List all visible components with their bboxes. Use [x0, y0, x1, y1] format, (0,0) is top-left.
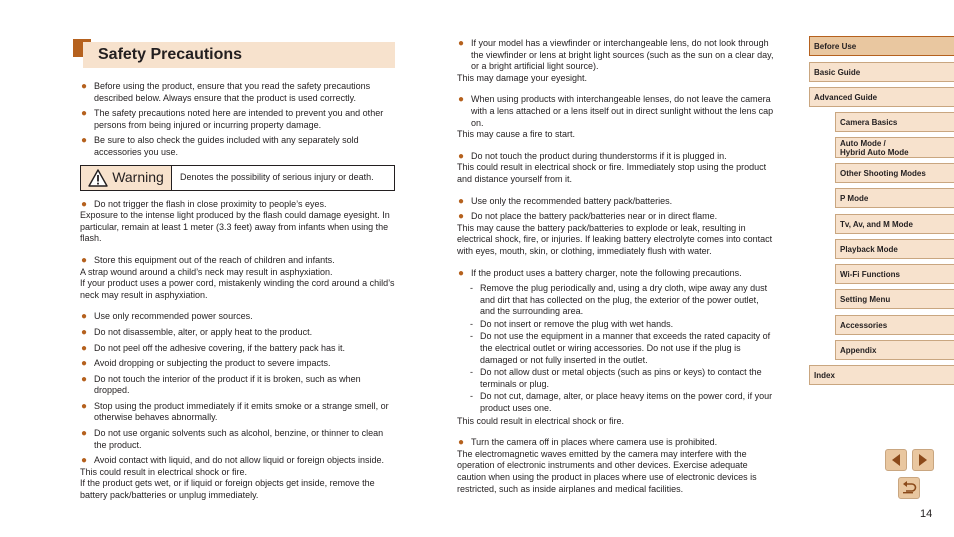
list-item: ● Do not place the battery pack/batteries near or in direct flame.	[458, 211, 718, 223]
page-number: 14	[920, 508, 933, 520]
bullet-icon: ●	[81, 400, 88, 412]
bullet-icon: ●	[81, 358, 88, 370]
return-arrow-icon	[901, 481, 917, 495]
bullet-icon: ●	[458, 38, 465, 49]
body-text: This could result in electrical shock or fire.	[457, 415, 625, 426]
body-text: This may damage your eyesight.	[457, 72, 588, 83]
list-item: ● If your model has a viewfinder or interchangeable lens, do not look through the viewfinder or lens at bright light sources (such as the sun on a clear day, or a bright artificial light source).	[458, 38, 774, 72]
arrow-left-icon	[890, 453, 902, 467]
nav-tab-before-use[interactable]: Before Use	[809, 36, 954, 56]
bullet-icon: ●	[458, 211, 465, 223]
sub-list-item: - Do not cut, damage, alter, or place heavy items on the power cord, if your product uses one.	[470, 391, 773, 414]
sub-list-item: - Do not use the equipment in a manner that exceeds the rated capacity of the electrical outlet or wiring accessories. Do not use if the plug is damaged or not fully inserted in the outlet.	[470, 331, 771, 365]
list-item: ● Turn the camera off in places where camera use is prohibited.	[458, 437, 718, 449]
bullet-icon: ●	[458, 195, 465, 207]
nav-tab-other-shooting-modes[interactable]: Other Shooting Modes	[835, 163, 954, 183]
body-text: If your product uses a power cord, mistakenly winding the cord around a child’s neck may result in asphyxiation.	[80, 278, 395, 300]
list-item: ● Do not trigger the flash in close proximity to people’s eyes.	[81, 198, 327, 210]
bullet-icon: ●	[81, 373, 88, 385]
bullet-icon: ●	[458, 94, 465, 106]
body-text: The electromagnetic waves emitted by the camera may interfere with the operation of electronic instruments and other devices. Exercise adequate caution when using the product in places where use of electronic devices is restricted, such as inside airplanes and medical facilities.	[457, 448, 757, 494]
right-column	[457, 38, 775, 495]
bullet-icon: ●	[458, 437, 465, 449]
nav-tab-auto-mode[interactable]: Auto Mode / Hybrid Auto Mode	[835, 137, 954, 158]
list-item: ● Do not peel off the adhesive covering, if the battery pack has it.	[81, 342, 345, 354]
bullet-icon: ●	[81, 135, 88, 147]
next-page-button[interactable]	[912, 449, 934, 471]
bullet-icon: ●	[81, 311, 88, 323]
bullet-icon: ●	[81, 81, 88, 92]
nav-tab-appendix[interactable]: Appendix	[835, 340, 954, 360]
nav-tab-playback-mode[interactable]: Playback Mode	[835, 239, 954, 259]
sub-list-item: - Remove the plug periodically and, using a dry cloth, wipe away any dust and dirt that has collected on the plug, the exterior of the power outlet, and the surrounding area.	[470, 283, 768, 317]
return-button[interactable]	[898, 477, 920, 499]
bullet-icon: ●	[458, 267, 465, 279]
list-item: ● Store this equipment out of the reach of children and infants.	[81, 254, 335, 266]
bullet-icon: ●	[81, 342, 88, 354]
list-item: ● If the product uses a battery charger, note the following precautions.	[458, 267, 742, 279]
body-text: A strap wound around a child’s neck may result in asphyxiation.	[80, 266, 333, 277]
nav-tab-tv-av-m-mode[interactable]: Tv, Av, and M Mode	[835, 214, 954, 234]
nav-tab-camera-basics[interactable]: Camera Basics	[835, 112, 954, 132]
list-item: ● Be sure to also check the guides included with any separately sold accessories you use.	[81, 135, 359, 157]
nav-tab-basic-guide[interactable]: Basic Guide	[809, 62, 954, 82]
nav-tab-advanced-guide[interactable]: Advanced Guide	[809, 87, 954, 107]
bullet-icon: ●	[81, 108, 88, 120]
body-text: If the product gets wet, or if liquid or foreign objects get inside, remove the battery pack/batteries or unplug immediately.	[80, 478, 375, 501]
body-text: This may cause a fire to start.	[457, 129, 576, 140]
nav-tab-setting-menu[interactable]: Setting Menu	[835, 289, 954, 309]
list-item: ● Do not touch the product during thunderstorms if it is plugged in.	[458, 150, 727, 162]
nav-tab-wifi-functions[interactable]: Wi-Fi Functions	[835, 264, 954, 284]
body-text: This could result in electrical shock or fire. Immediately stop using the product and distance yourself from it.	[457, 162, 767, 184]
sub-list-item: - Do not allow dust or metal objects (such as pins or keys) to contact the terminals or plug.	[470, 367, 762, 389]
body-text: This may cause the battery pack/batteries to explode or leak, resulting in electrical shock, fire, or injuries. If leaking battery electrolyte comes into contact with eyes, mouth, skin, or clothing, immediately flush with water.	[457, 222, 773, 256]
warning-triangle-icon	[88, 169, 108, 187]
bullet-icon: ●	[81, 455, 88, 467]
warning-description: Denotes the possibility of serious injury or death.	[180, 171, 374, 182]
bullet-icon: ●	[81, 198, 88, 210]
nav-tab-index[interactable]: Index	[809, 365, 954, 385]
list-item: ● Do not touch the interior of the product if it is broken, such as when dropped.	[81, 373, 361, 396]
list-item: ● Stop using the product immediately if it emits smoke or a strange smell, or otherwise behaves abnormally.	[81, 400, 389, 423]
bullet-icon: ●	[458, 150, 465, 162]
arrow-right-icon	[917, 453, 929, 467]
bullet-icon: ●	[81, 428, 88, 440]
list-item: ● Do not disassemble, alter, or apply heat to the product.	[81, 326, 313, 338]
nav-tab-p-mode[interactable]: P Mode	[835, 188, 954, 208]
warning-label-cell	[81, 166, 172, 190]
nav-tab-accessories[interactable]: Accessories	[835, 315, 954, 335]
page-title: Safety Precautions	[98, 46, 243, 63]
list-item: ● Avoid dropping or subjecting the product to severe impacts.	[81, 358, 331, 370]
list-item: ● Avoid contact with liquid, and do not allow liquid or foreign objects inside.	[81, 455, 385, 467]
list-item: ● Before using the product, ensure that you read the safety precautions described below. Always ensure that the product is used correctly.	[81, 81, 371, 103]
list-item: ● Do not use organic solvents such as alcohol, benzine, or thinner to clean the product.	[81, 428, 384, 450]
list-item: ● The safety precautions noted here are intended to prevent you and other persons from being injured or incurring property damage.	[81, 108, 384, 130]
page-title-block	[73, 39, 395, 68]
body-text: Exposure to the intense light produced by the flash could damage eyesight. In particular, remain at least 1 meter (3.3 feet) away from infants when using the flash.	[80, 210, 390, 244]
list-item: ● Use only recommended power sources.	[81, 311, 253, 323]
previous-page-button[interactable]	[885, 449, 907, 471]
warning-box	[80, 165, 395, 191]
sub-list-item: - Do not insert or remove the plug with wet hands.	[470, 318, 674, 329]
bullet-icon: ●	[81, 254, 88, 266]
list-item: ● Use only the recommended battery pack/batteries.	[458, 195, 673, 207]
bullet-icon: ●	[81, 326, 88, 338]
warning-label: Warning	[112, 168, 164, 185]
left-column	[80, 81, 396, 502]
body-text: This could result in electrical shock or fire.	[80, 466, 248, 477]
list-item: ● When using products with interchangeable lenses, do not leave the camera with a lens attached or a lens itself out in direct sunlight without the lens cap on.	[458, 94, 774, 128]
